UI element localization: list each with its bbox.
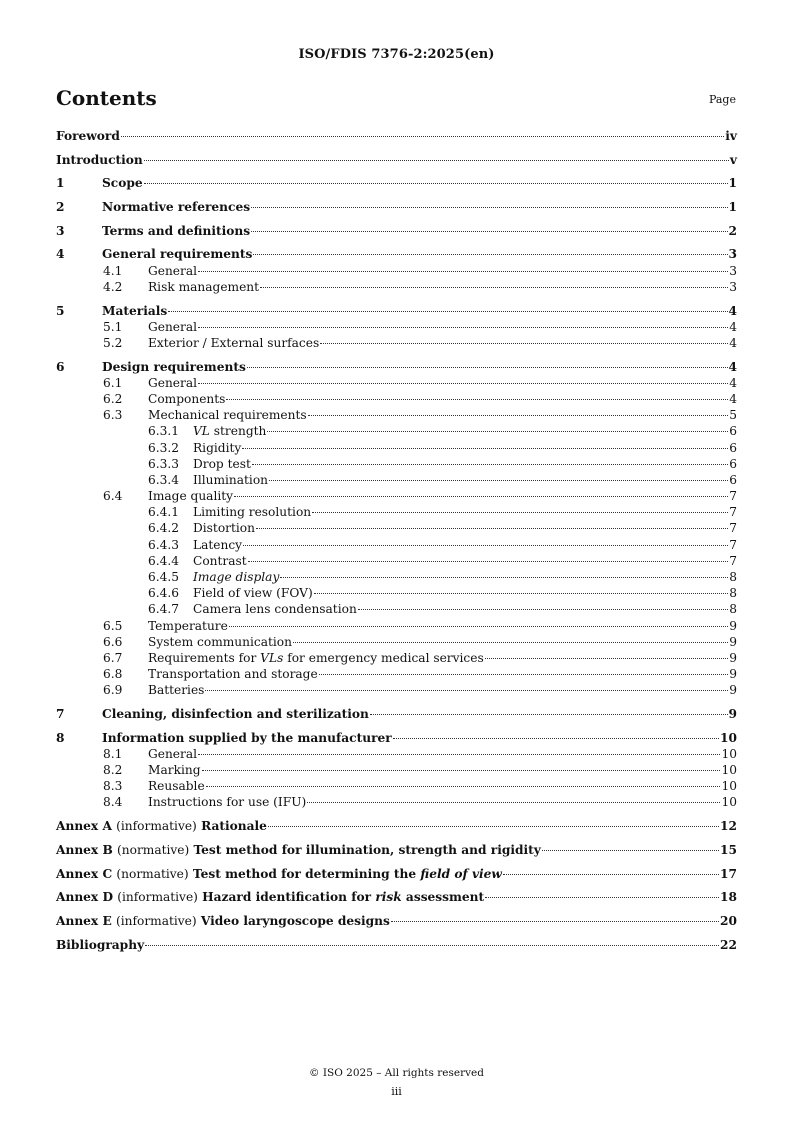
toc-entry-number: 6.5	[103, 618, 123, 633]
toc-entry-title: Field of view (FOV)	[193, 586, 313, 601]
toc-entry-number: 6.4.1	[148, 505, 180, 520]
toc-entry-title: Image quality	[148, 489, 234, 504]
toc-entry-title: Image display	[193, 570, 280, 584]
toc-leader-dots	[252, 464, 728, 465]
toc-entry-title: Terms and definitions	[102, 223, 251, 238]
toc-entry-number: 6.4.5	[148, 570, 180, 584]
toc-entry[interactable]	[56, 866, 737, 882]
toc-leader-dots	[320, 343, 728, 344]
toc-entry-number: 6	[56, 359, 65, 374]
toc-entry-page: 7	[729, 489, 737, 504]
toc-entry-title: Requirements for VLs for emergency medical services	[148, 650, 484, 665]
toc-entry[interactable]	[56, 889, 737, 905]
copyright-notice: © ISO 2025 – All rights reserved	[309, 1067, 484, 1079]
toc-entry-title: Annex C (normative) Test method for determining the field of view	[56, 866, 502, 881]
toc-entry[interactable]	[56, 666, 737, 682]
toc-entry-number: 6.9	[103, 683, 123, 698]
toc-entry-page: 9	[729, 650, 737, 665]
toc-entry-number: 5.2	[103, 335, 123, 350]
page-number: iii	[391, 1085, 402, 1098]
toc-entry-number: 2	[56, 200, 65, 215]
toc-leader-dots	[121, 136, 724, 137]
toc-entry[interactable]	[56, 682, 737, 698]
toc-entry[interactable]	[56, 842, 737, 858]
toc-entry-title: Design requirements	[102, 359, 246, 374]
toc-entry-number: 6.4.7	[148, 602, 180, 617]
toc-entry-title: Annex E (informative) Video laryngoscope designs	[56, 913, 390, 928]
toc-entry[interactable]	[56, 223, 737, 239]
toc-leader-dots	[168, 311, 727, 312]
toc-entry-page: 8	[729, 602, 737, 617]
toc-entry-page: v	[729, 152, 737, 167]
toc-entry[interactable]	[56, 537, 737, 553]
toc-entry-number: 6.6	[103, 634, 123, 649]
toc-entry-number: 4	[56, 247, 65, 262]
toc-leader-dots	[358, 609, 728, 610]
toc-entry-title: Introduction	[56, 152, 143, 167]
toc-leader-dots	[243, 545, 728, 546]
toc-entry-number: 6.4.2	[148, 521, 180, 536]
toc-entry[interactable]	[56, 634, 737, 650]
toc-entry-number: 6.7	[103, 650, 123, 665]
toc-leader-dots	[312, 512, 728, 513]
toc-leader-dots	[198, 383, 728, 384]
toc-entry-title: Information supplied by the manufacturer	[102, 730, 392, 745]
toc-entry[interactable]	[56, 279, 737, 295]
toc-entry[interactable]	[56, 762, 737, 778]
toc-leader-dots	[269, 480, 728, 481]
toc-entry-number: 1	[56, 176, 65, 191]
toc-entry-title: Scope	[102, 176, 143, 191]
toc-entry-title: Reusable	[148, 779, 205, 794]
toc-entry-title: Cleaning, disinfection and sterilization	[102, 707, 369, 721]
toc-entry-page: 4	[728, 359, 737, 374]
toc-entry-title: General	[148, 746, 197, 761]
toc-leader-dots	[308, 415, 729, 416]
toc-entry-number: 6.1	[103, 375, 123, 390]
toc-entry[interactable]	[56, 488, 737, 504]
toc-entry-title: Annex D (informative) Hazard identification for risk assessment	[56, 890, 485, 905]
toc-entry-title: Camera lens condensation	[193, 602, 357, 617]
toc-entry-page: 8	[729, 570, 737, 584]
toc-entry-page: 18	[720, 890, 737, 905]
toc-entry-page: 17	[720, 866, 737, 881]
toc-entry-title: Latency	[193, 537, 243, 552]
toc-entry[interactable]	[56, 794, 737, 810]
toc-entry-title: System communication	[148, 634, 292, 649]
toc-leader-dots	[198, 327, 728, 328]
toc-entry-number: 4.1	[103, 263, 123, 278]
toc-entry-page: 10	[721, 795, 737, 810]
toc-entry-title: General requirements	[102, 247, 253, 262]
toc-entry-title: Bibliography	[56, 937, 145, 952]
toc-leader-dots	[145, 945, 719, 946]
toc-leader-dots	[144, 160, 729, 161]
toc-entry-title: Components	[148, 391, 226, 406]
toc-entry[interactable]	[56, 778, 737, 794]
toc-entry-page: 2	[728, 223, 737, 238]
toc-entry-number: 8.2	[103, 763, 123, 778]
toc-entry[interactable]	[56, 569, 737, 585]
toc-entry-number: 6.3	[103, 408, 123, 423]
toc-entry-title: General	[148, 263, 197, 278]
toc-entry-page: 3	[728, 247, 737, 262]
toc-entry-title: Contrast	[193, 553, 247, 568]
toc-entry-page: 4	[729, 319, 737, 334]
toc-entry-page: 12	[720, 819, 737, 834]
toc-entry[interactable]	[56, 520, 737, 536]
toc-entry-number: 6.4.3	[148, 537, 180, 552]
toc-entry-title: Risk management	[148, 279, 260, 294]
toc-entry-number: 4.2	[103, 279, 123, 294]
toc-leader-dots	[503, 874, 719, 875]
toc-entry-title: Limiting resolution	[193, 505, 312, 520]
toc-entry-page: iv	[725, 129, 737, 143]
toc-leader-dots	[485, 897, 719, 898]
toc-leader-dots	[314, 593, 729, 594]
toc-entry-page: 10	[721, 779, 737, 794]
toc-leader-dots	[542, 850, 719, 851]
toc-entry-title: Normative references	[102, 200, 251, 215]
toc-entry[interactable]	[56, 706, 737, 722]
toc-entry[interactable]	[56, 303, 737, 319]
toc-leader-dots	[198, 271, 728, 272]
toc-entry-title: General	[148, 375, 197, 390]
toc-entry[interactable]	[56, 440, 737, 456]
toc-entry-title: Annex A (informative) Rationale	[56, 819, 267, 834]
toc-leader-dots	[293, 642, 728, 643]
toc-entry-page: 7	[729, 505, 737, 520]
toc-entry[interactable]	[56, 128, 737, 144]
toc-entry-number: 5.1	[103, 319, 123, 334]
toc-entry-number: 6.3.3	[148, 456, 180, 471]
toc-leader-dots	[485, 658, 729, 659]
toc-entry-page: 1	[728, 200, 737, 215]
toc-entry-page: 7	[729, 537, 737, 552]
toc-entry-number: 8	[56, 730, 65, 745]
contents-title: Contents	[56, 86, 157, 110]
toc-leader-dots	[256, 528, 728, 529]
toc-leader-dots	[198, 754, 720, 755]
toc-entry-page: 3	[729, 263, 737, 278]
toc-entry-page: 6	[729, 472, 737, 487]
toc-entry-title: Temperature	[148, 618, 228, 633]
toc-entry-title: Distortion	[193, 521, 255, 536]
toc-leader-dots	[248, 561, 729, 562]
table-of-contents	[56, 128, 737, 953]
toc-entry[interactable]	[56, 335, 737, 351]
toc-entry[interactable]	[56, 730, 737, 746]
toc-entry-number: 6.4	[103, 489, 123, 504]
toc-entry[interactable]	[56, 746, 737, 762]
toc-entry[interactable]	[56, 472, 737, 488]
toc-entry[interactable]	[56, 152, 737, 168]
toc-entry-title: VL strength	[193, 424, 267, 439]
toc-entry-title: Batteries	[148, 683, 205, 698]
toc-leader-dots	[253, 254, 727, 255]
toc-entry-title: Mechanical requirements	[148, 408, 307, 423]
toc-entry-page: 15	[720, 842, 737, 857]
toc-entry[interactable]	[56, 650, 737, 666]
toc-entry-page: 6	[729, 456, 737, 471]
toc-entry-number: 6.4.6	[148, 586, 180, 601]
toc-leader-dots	[144, 183, 728, 184]
toc-entry-page: 3	[729, 279, 737, 294]
toc-leader-dots	[267, 431, 728, 432]
toc-leader-dots	[251, 231, 727, 232]
toc-leader-dots	[319, 674, 729, 675]
toc-entry[interactable]	[56, 937, 737, 953]
toc-leader-dots	[242, 448, 728, 449]
document-header: ISO/FDIS 7376-2:2025(en)	[298, 47, 495, 62]
toc-entry-page: 4	[728, 303, 737, 318]
toc-entry[interactable]	[56, 456, 737, 472]
toc-entry-page: 9	[729, 618, 737, 633]
toc-entry-number: 3	[56, 223, 65, 238]
toc-entry-title: Materials	[102, 303, 168, 318]
toc-entry[interactable]	[56, 585, 737, 601]
toc-entry-page: 6	[729, 440, 737, 455]
toc-entry-number: 6.3.4	[148, 472, 180, 487]
toc-entry[interactable]	[56, 359, 737, 375]
toc-entry-page: 7	[729, 521, 737, 536]
toc-entry-title: Marking	[148, 763, 201, 778]
page-column-label: Page	[708, 93, 736, 106]
toc-leader-dots	[234, 496, 728, 497]
toc-entry-page: 9	[729, 667, 737, 682]
toc-entry[interactable]	[56, 818, 737, 834]
toc-entry-page: 4	[729, 335, 737, 350]
toc-leader-dots	[206, 786, 721, 787]
toc-entry-title: Instructions for use (IFU)	[148, 795, 307, 810]
toc-entry-page: 4	[729, 391, 737, 406]
toc-entry-number: 6.4.4	[148, 553, 180, 568]
toc-entry-title: Illumination	[193, 472, 269, 487]
toc-entry[interactable]	[56, 618, 737, 634]
toc-entry[interactable]	[56, 504, 737, 520]
toc-entry[interactable]	[56, 553, 737, 569]
toc-entry-title: Exterior / External surfaces	[148, 335, 320, 350]
toc-entry-page: 9	[729, 683, 737, 698]
toc-entry-page: 8	[729, 586, 737, 601]
toc-entry[interactable]	[56, 913, 737, 929]
toc-entry[interactable]	[56, 319, 737, 335]
toc-entry-number: 8.4	[103, 795, 123, 810]
toc-entry-page: 22	[720, 937, 737, 952]
toc-entry[interactable]	[56, 175, 737, 191]
toc-entry-number: 7	[56, 707, 65, 721]
toc-entry[interactable]	[56, 407, 737, 423]
toc-leader-dots	[229, 626, 728, 627]
toc-entry-title: Transportation and storage	[148, 667, 318, 682]
toc-entry[interactable]	[56, 263, 737, 279]
toc-entry-title: Rigidity	[193, 440, 242, 455]
toc-leader-dots	[391, 921, 719, 922]
toc-leader-dots	[202, 770, 721, 771]
toc-entry-page: 5	[729, 408, 737, 423]
toc-entry[interactable]	[56, 199, 737, 215]
toc-entry-number: 5	[56, 303, 65, 318]
toc-entry-number: 6.2	[103, 391, 123, 406]
toc-entry-number: 6.8	[103, 667, 123, 682]
toc-entry-page: 9	[728, 707, 737, 721]
toc-entry-page: 4	[729, 375, 737, 390]
toc-entry-title: Annex B (normative) Test method for illumination, strength and rigidity	[56, 842, 541, 857]
toc-entry-page: 10	[721, 746, 737, 761]
toc-entry[interactable]	[56, 601, 737, 617]
toc-leader-dots	[205, 690, 728, 691]
toc-entry-page: 10	[721, 763, 737, 778]
toc-entry-page: 10	[720, 730, 737, 745]
toc-entry-title: General	[148, 319, 197, 334]
toc-leader-dots	[268, 826, 719, 827]
toc-entry-page: 7	[729, 553, 737, 568]
toc-entry[interactable]	[56, 375, 737, 391]
toc-leader-dots	[260, 287, 728, 288]
toc-entry-page: 9	[729, 634, 737, 649]
toc-entry-number: 8.3	[103, 779, 123, 794]
toc-leader-dots	[307, 802, 720, 803]
toc-leader-dots	[251, 207, 727, 208]
toc-entry[interactable]	[56, 246, 737, 262]
toc-entry-page: 1	[728, 176, 737, 191]
toc-leader-dots	[370, 714, 728, 715]
toc-leader-dots	[280, 577, 728, 578]
toc-entry-title: Foreword	[56, 129, 120, 143]
toc-entry-page: 20	[720, 913, 737, 928]
toc-leader-dots	[247, 367, 728, 368]
toc-leader-dots	[226, 399, 728, 400]
toc-entry-page: 6	[729, 424, 737, 439]
toc-entry-number: 6.3.1	[148, 424, 180, 439]
toc-entry[interactable]	[56, 391, 737, 407]
toc-entry-number: 6.3.2	[148, 440, 180, 455]
toc-entry[interactable]	[56, 423, 737, 439]
toc-leader-dots	[393, 738, 719, 739]
toc-entry-title: Drop test	[193, 456, 251, 471]
toc-entry-number: 8.1	[103, 746, 123, 761]
